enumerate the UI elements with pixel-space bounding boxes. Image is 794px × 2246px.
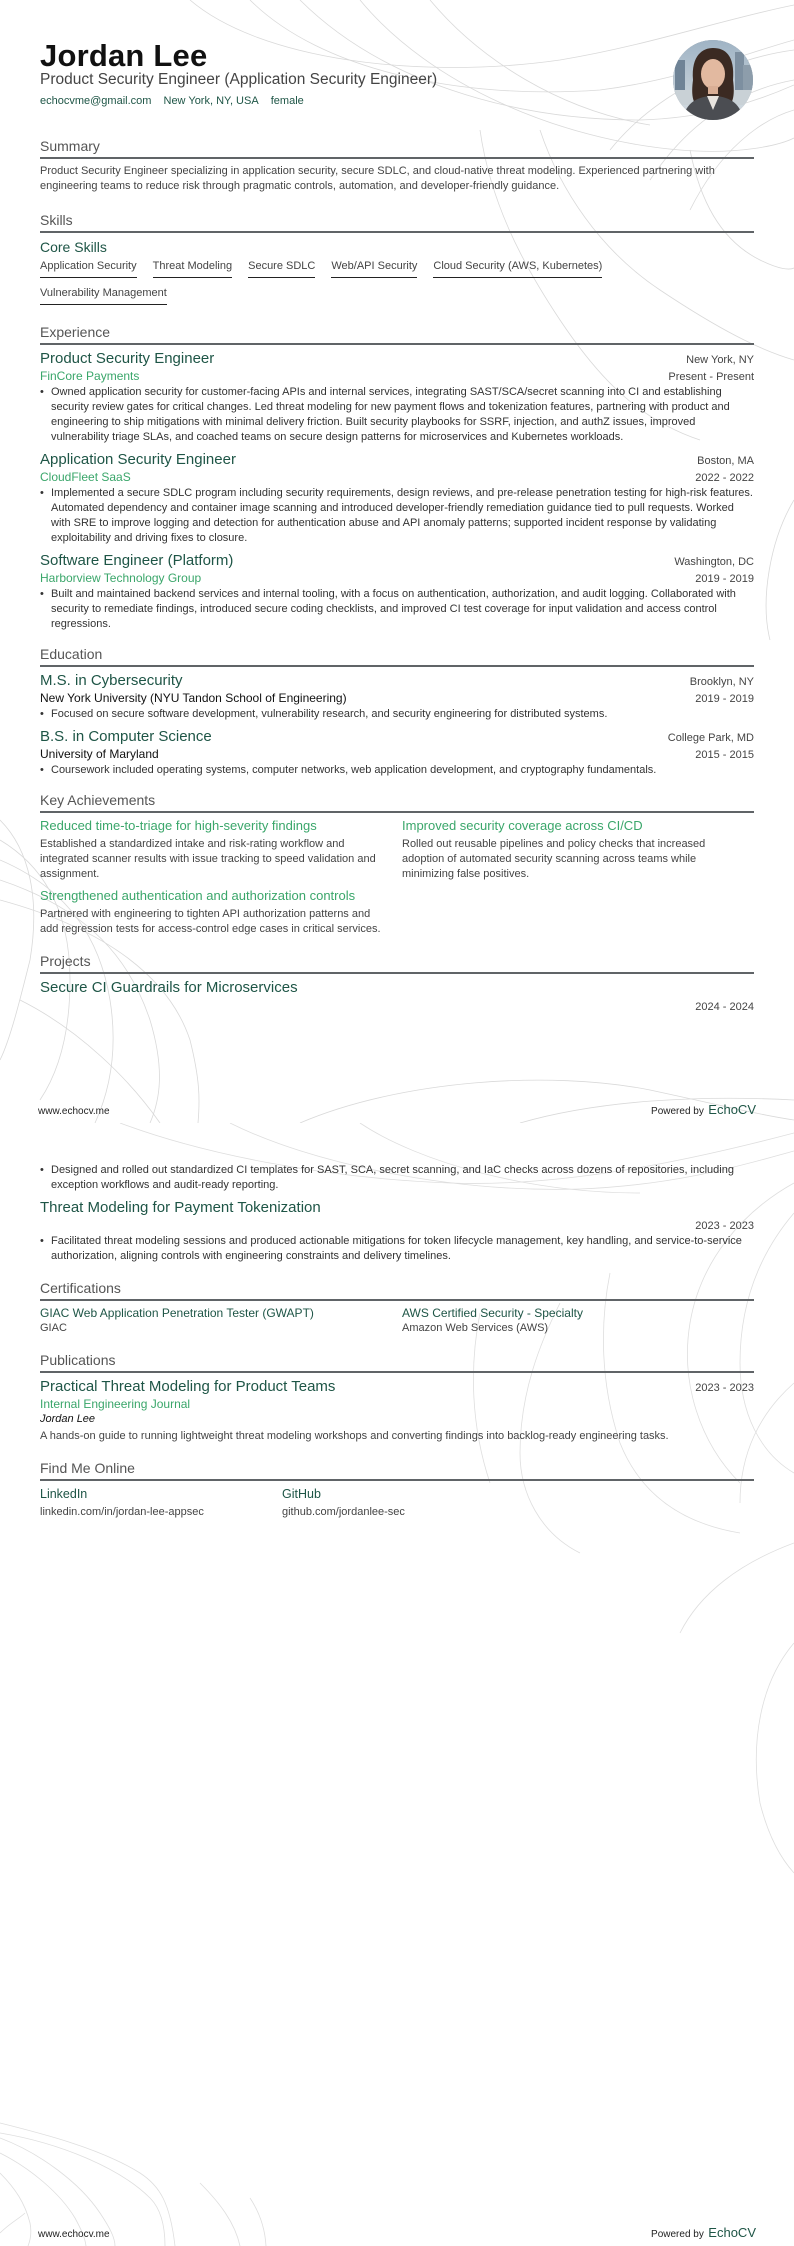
gender-text: female <box>270 95 304 107</box>
section-heading: Education <box>40 646 754 667</box>
school-name: New York University (NYU Tandon School of Engineering) <box>40 691 347 705</box>
publication-publisher: Internal Engineering Journal <box>40 1397 191 1411</box>
section-heading: Key Achievements <box>40 792 754 813</box>
skill-tag: Web/API Security <box>331 260 417 278</box>
certification-item <box>402 1306 754 1334</box>
section-heading: Experience <box>40 324 754 345</box>
job-dates: 2019 - 2019 <box>695 573 754 585</box>
powered-by <box>651 1101 756 1119</box>
experience-entry <box>40 451 754 546</box>
project-dates: 2023 - 2023 <box>695 1220 754 1232</box>
certification-item <box>40 1306 402 1334</box>
job-bullet: • Built and maintained backend services and internal tooling, with a focus on authentication, authorization, and audit logging. Collaborated with security to remediate findings, introduced secure coding checklists, and improved CI test coverage for input validation and access control regressions. <box>40 587 754 632</box>
education-bullet: • Coursework included operating systems, computer networks, web application development, and cryptography fundamentals. <box>40 763 754 778</box>
achievement-item <box>40 888 402 943</box>
skills-group-title: Core Skills <box>40 239 107 255</box>
job-dates: Present - Present <box>668 371 754 383</box>
skill-tag: Cloud Security (AWS, Kubernetes) <box>433 260 602 278</box>
publication-authors: Jordan Lee <box>40 1413 96 1425</box>
email-link[interactable]: echocvme@gmail.com <box>40 95 152 107</box>
candidate-name: Jordan Lee <box>40 38 208 73</box>
linkedin-link[interactable]: linkedin.com/in/jordan-lee-appsec <box>40 1506 204 1518</box>
achievement-title: Reduced time-to-triage for high-severity findings <box>40 818 317 833</box>
achievement-item <box>40 818 402 888</box>
section-heading: Skills <box>40 212 754 233</box>
education-section <box>40 646 754 778</box>
project-bullet: • Designed and rolled out standardized CI templates for SAST, SCA, secret scanning, and IaC checks across dozens of repositories, including exception workflows and audit-ready reporting. <box>40 1163 754 1193</box>
publications-section <box>40 1352 754 1444</box>
school-location: Brooklyn, NY <box>689 676 754 688</box>
job-title: Software Engineer (Platform) <box>40 552 234 569</box>
achievement-title: Strengthened authentication and authorization controls <box>40 888 356 903</box>
education-entry <box>40 728 754 778</box>
section-heading: Certifications <box>40 1280 754 1301</box>
company-name: FinCore Payments <box>40 369 140 383</box>
online-link-item <box>40 1487 282 1518</box>
publication-entry <box>40 1378 754 1444</box>
summary-section <box>40 138 754 194</box>
projects-section-continued <box>40 1163 754 1264</box>
school-name: University of Maryland <box>40 747 159 761</box>
section-heading: Find Me Online <box>40 1460 754 1481</box>
section-heading: Publications <box>40 1352 754 1373</box>
project-title: Threat Modeling for Payment Tokenization <box>40 1199 321 1216</box>
experience-section <box>40 324 754 632</box>
project-title: Secure CI Guardrails for Microservices <box>40 979 298 996</box>
brand-logo-text[interactable]: EchoCV <box>708 2225 756 2240</box>
contact-line <box>40 95 313 107</box>
job-location: Washington, DC <box>674 556 754 568</box>
online-links <box>40 1487 754 1518</box>
job-title: Application Security Engineer <box>40 451 236 468</box>
skill-tag: Vulnerability Management <box>40 287 167 305</box>
project-entry <box>40 979 754 1013</box>
degree-title: B.S. in Computer Science <box>40 728 212 745</box>
achievements-grid <box>40 818 754 943</box>
certification-issuer: Amazon Web Services (AWS) <box>402 1322 549 1334</box>
page-footer <box>38 2224 756 2242</box>
skills-section <box>40 212 754 314</box>
achievement-description: Rolled out reusable pipelines and policy checks that increased adoption of automated security scanning across teams while minimizing false positives. <box>402 838 706 880</box>
achievement-description: Partnered with engineering to tighten API authorization patterns and add regression tests for access-control edge cases in critical services. <box>40 908 381 935</box>
publication-title: Practical Threat Modeling for Product Teams <box>40 1378 336 1395</box>
education-entry <box>40 672 754 722</box>
powered-by <box>651 2224 756 2242</box>
project-bullet: • Facilitated threat modeling sessions and produced actionable mitigations for token lifecycle management, key handling, and service-to-service authorization, aligning controls with engineering constraints and delivery timelines. <box>40 1234 754 1264</box>
achievement-item <box>402 818 754 888</box>
company-name: Harborview Technology Group <box>40 571 202 585</box>
publication-description: A hands-on guide to running lightweight threat modeling workshops and converting findings into backlog-ready engineering tasks. <box>40 1430 669 1442</box>
github-link[interactable]: github.com/jordanlee-sec <box>282 1506 405 1518</box>
publication-dates: 2023 - 2023 <box>695 1382 754 1394</box>
job-dates: 2022 - 2022 <box>695 472 754 484</box>
summary-text: Product Security Engineer specializing in application security, secure SDLC, and cloud-native threat modeling. Experienced partnering with engineering teams to reduce risk through pragmatic controls, automation, and developer-friendly guidance. <box>40 165 715 192</box>
profile-photo-icon <box>673 40 753 120</box>
candidate-title: Product Security Engineer (Application Security Engineer) <box>40 71 438 88</box>
footer-site-link[interactable]: www.echocv.me <box>38 2229 110 2240</box>
projects-section <box>40 953 754 1013</box>
job-bullet: • Owned application security for customer-facing APIs and internal services, integrating SAST/SCA/secret scanning into CI and establishing security review gates for critical changes. Led threat modeling for new payment flows and tokenization features, partnering with product and engineering to ship mitigations with minimal delivery friction. Built security playbooks for SSRF, injection, and authZ issues, improved vulnerability triage SLAs, and coached teams on secure design patterns for microservices and Kubernetes workloads. <box>40 385 754 445</box>
powered-by-label: Powered by <box>651 1106 704 1117</box>
page-1-content <box>40 0 754 1019</box>
skill-tag: Secure SDLC <box>248 260 315 278</box>
degree-title: M.S. in Cybersecurity <box>40 672 183 689</box>
resume-header <box>40 0 754 130</box>
job-location: Boston, MA <box>697 455 754 467</box>
company-name: CloudFleet SaaS <box>40 470 131 484</box>
certification-name: AWS Certified Security - Specialty <box>402 1306 583 1320</box>
school-location: College Park, MD <box>667 732 754 744</box>
skill-tag: Threat Modeling <box>153 260 233 278</box>
experience-entry <box>40 552 754 632</box>
powered-by-label: Powered by <box>651 2229 704 2240</box>
achievement-title: Improved security coverage across CI/CD <box>402 818 643 833</box>
linkedin-label: LinkedIn <box>40 1487 88 1501</box>
education-dates: 2019 - 2019 <box>695 693 754 705</box>
brand-logo-text[interactable]: EchoCV <box>708 1102 756 1117</box>
achievements-section <box>40 792 754 943</box>
job-bullet: • Implemented a secure SDLC program including security requirements, design reviews, and pre-release penetration testing for high-risk features. Automated dependency and container image scanning and introduced developer-friendly remediation guidance tied to pull requests. Worked with SRE to improve logging and detection for authentication abuse and API anomaly patterns; supported incident response by validating exploitability and driving fixes to closure. <box>40 486 754 546</box>
section-heading: Summary <box>40 138 754 159</box>
job-location: New York, NY <box>686 354 754 366</box>
achievement-description: Established a standardized intake and risk-rating workflow and integrated scanner results with issue tracking to speed validation and assignment. <box>40 838 376 880</box>
github-label: GitHub <box>282 1487 321 1501</box>
project-entry <box>40 1199 754 1264</box>
certifications-section <box>40 1280 754 1334</box>
job-title: Product Security Engineer <box>40 350 215 367</box>
skill-tag: Application Security <box>40 260 137 278</box>
footer-site-link[interactable]: www.echocv.me <box>38 1106 110 1117</box>
page-2-content <box>40 1163 754 1518</box>
page-footer <box>38 1101 756 1119</box>
certifications-grid <box>40 1306 754 1334</box>
online-section <box>40 1460 754 1518</box>
section-heading: Projects <box>40 953 754 974</box>
project-dates: 2024 - 2024 <box>695 1001 754 1013</box>
experience-entry <box>40 350 754 445</box>
certification-issuer: GIAC <box>40 1322 67 1334</box>
avatar <box>673 40 753 120</box>
certification-name: GIAC Web Application Penetration Tester (GWAPT) <box>40 1306 314 1320</box>
education-dates: 2015 - 2015 <box>695 749 754 761</box>
skills-list <box>40 260 754 314</box>
education-bullet: • Focused on secure software development, vulnerability research, and security engineering for distributed systems. <box>40 707 754 722</box>
location-text: New York, NY, USA <box>163 95 259 107</box>
resume-page-2 <box>0 1123 794 2246</box>
online-link-item <box>282 1487 405 1518</box>
